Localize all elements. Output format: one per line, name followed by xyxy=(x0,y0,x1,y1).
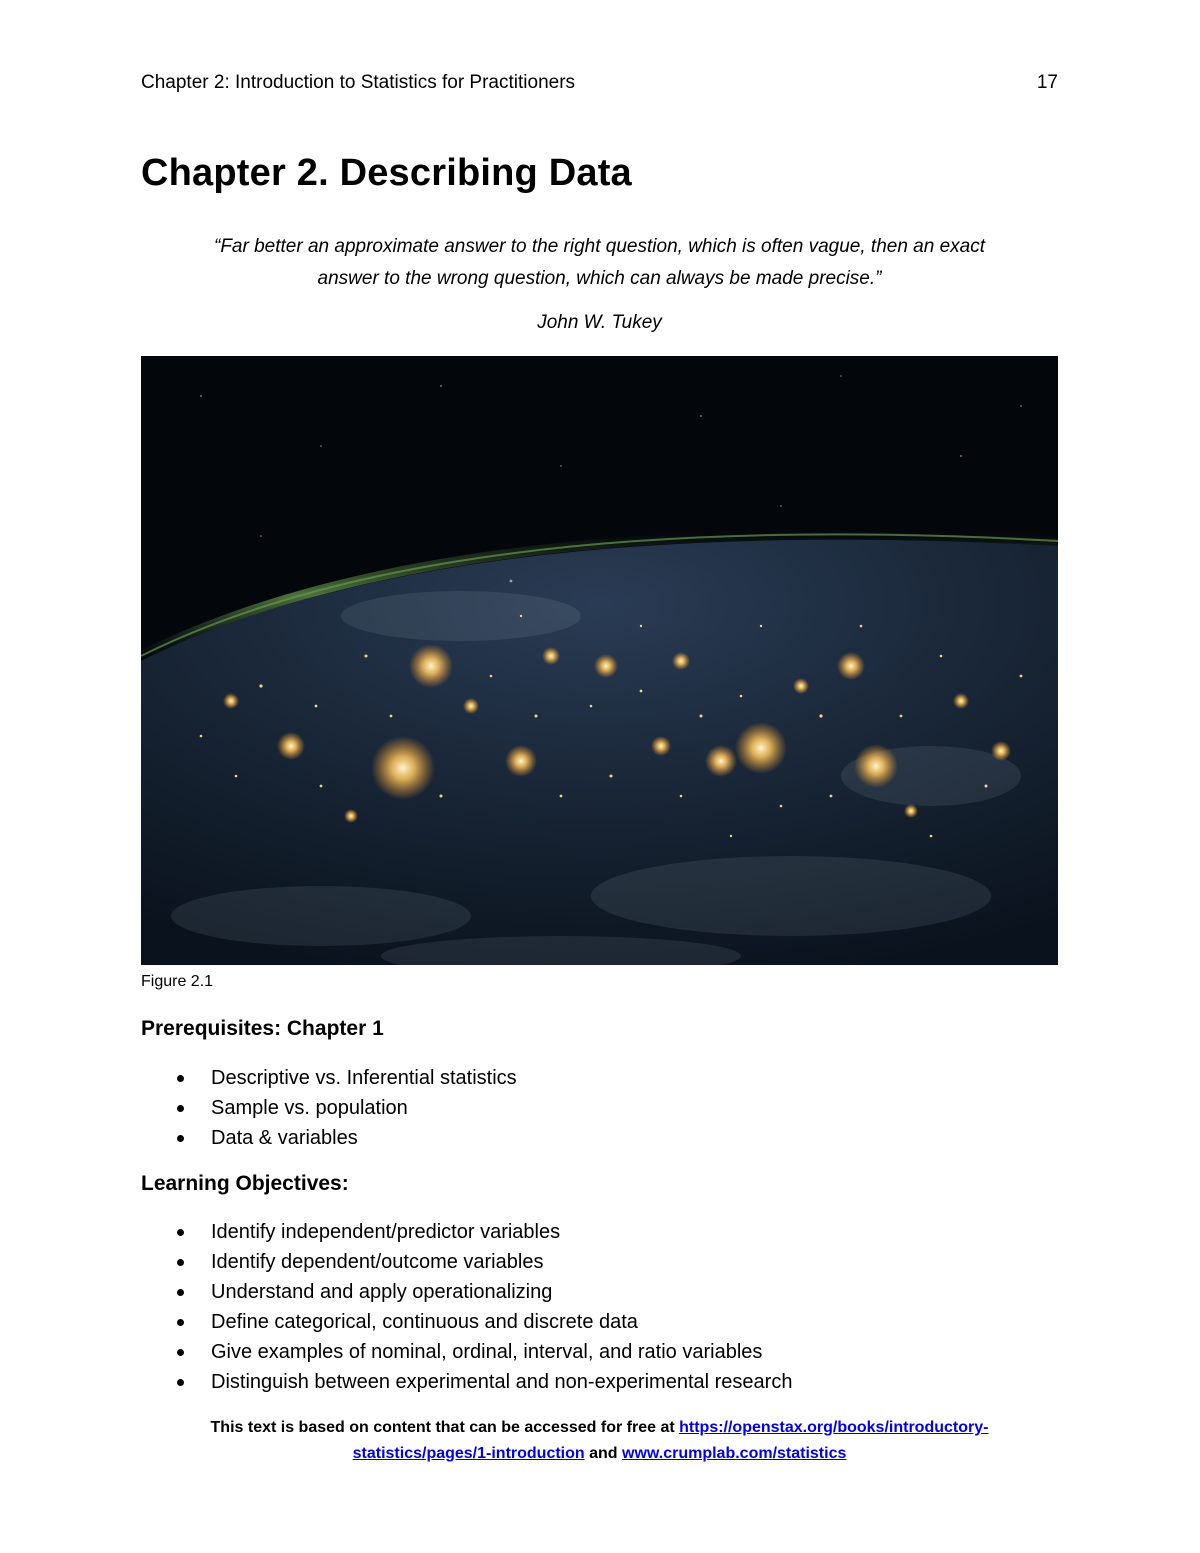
epigraph-line-1: “Far better an approximate answer to the right question, which is often vague, then an exact xyxy=(214,236,985,257)
prerequisites-heading: Prerequisites: Chapter 1 xyxy=(141,1017,384,1040)
list-item: Sample vs. population xyxy=(141,1093,517,1123)
chapter-title: Chapter 2. Describing Data xyxy=(141,152,632,194)
earth-at-night-photo xyxy=(141,356,1058,965)
source-note-joiner: and xyxy=(584,1445,623,1462)
openstax-link-part-1[interactable]: https://openstax.org/books/introductory- xyxy=(679,1419,989,1436)
crumplab-link[interactable]: www.crumplab.com/statistics xyxy=(622,1445,847,1462)
page-number: 17 xyxy=(1036,72,1058,93)
list-item: Descriptive vs. Inferential statistics xyxy=(141,1063,517,1093)
source-note-prefix: This text is based on content that can be accessed for free at xyxy=(210,1419,680,1436)
epigraph-line-2: answer to the wrong question, which can always be made precise.” xyxy=(317,268,882,289)
list-item: Distinguish between experimental and non-experimental research xyxy=(141,1367,792,1397)
earth-night-illustration xyxy=(141,356,1058,965)
list-item: Understand and apply operationalizing xyxy=(141,1277,792,1307)
running-title: Chapter 2: Introduction to Statistics for Practitioners xyxy=(141,72,576,93)
list-item: Give examples of nominal, ordinal, interval, and ratio variables xyxy=(141,1337,792,1367)
source-note xyxy=(141,1415,1058,1467)
figure-caption: Figure 2.1 xyxy=(141,973,214,990)
list-item: Identify dependent/outcome variables xyxy=(141,1247,792,1277)
epigraph-quote xyxy=(141,231,1058,295)
list-item: Define categorical, continuous and discrete data xyxy=(141,1307,792,1337)
list-item: Data & variables xyxy=(141,1123,517,1153)
running-header xyxy=(141,72,1058,94)
list-item: Identify independent/predictor variables xyxy=(141,1217,792,1247)
openstax-link-part-2[interactable]: statistics/pages/1-introduction xyxy=(352,1445,585,1462)
prerequisites-list xyxy=(141,1063,517,1153)
learning-objectives-heading: Learning Objectives: xyxy=(141,1172,349,1195)
epigraph-author: John W. Tukey xyxy=(537,312,662,333)
learning-objectives-list xyxy=(141,1217,792,1397)
